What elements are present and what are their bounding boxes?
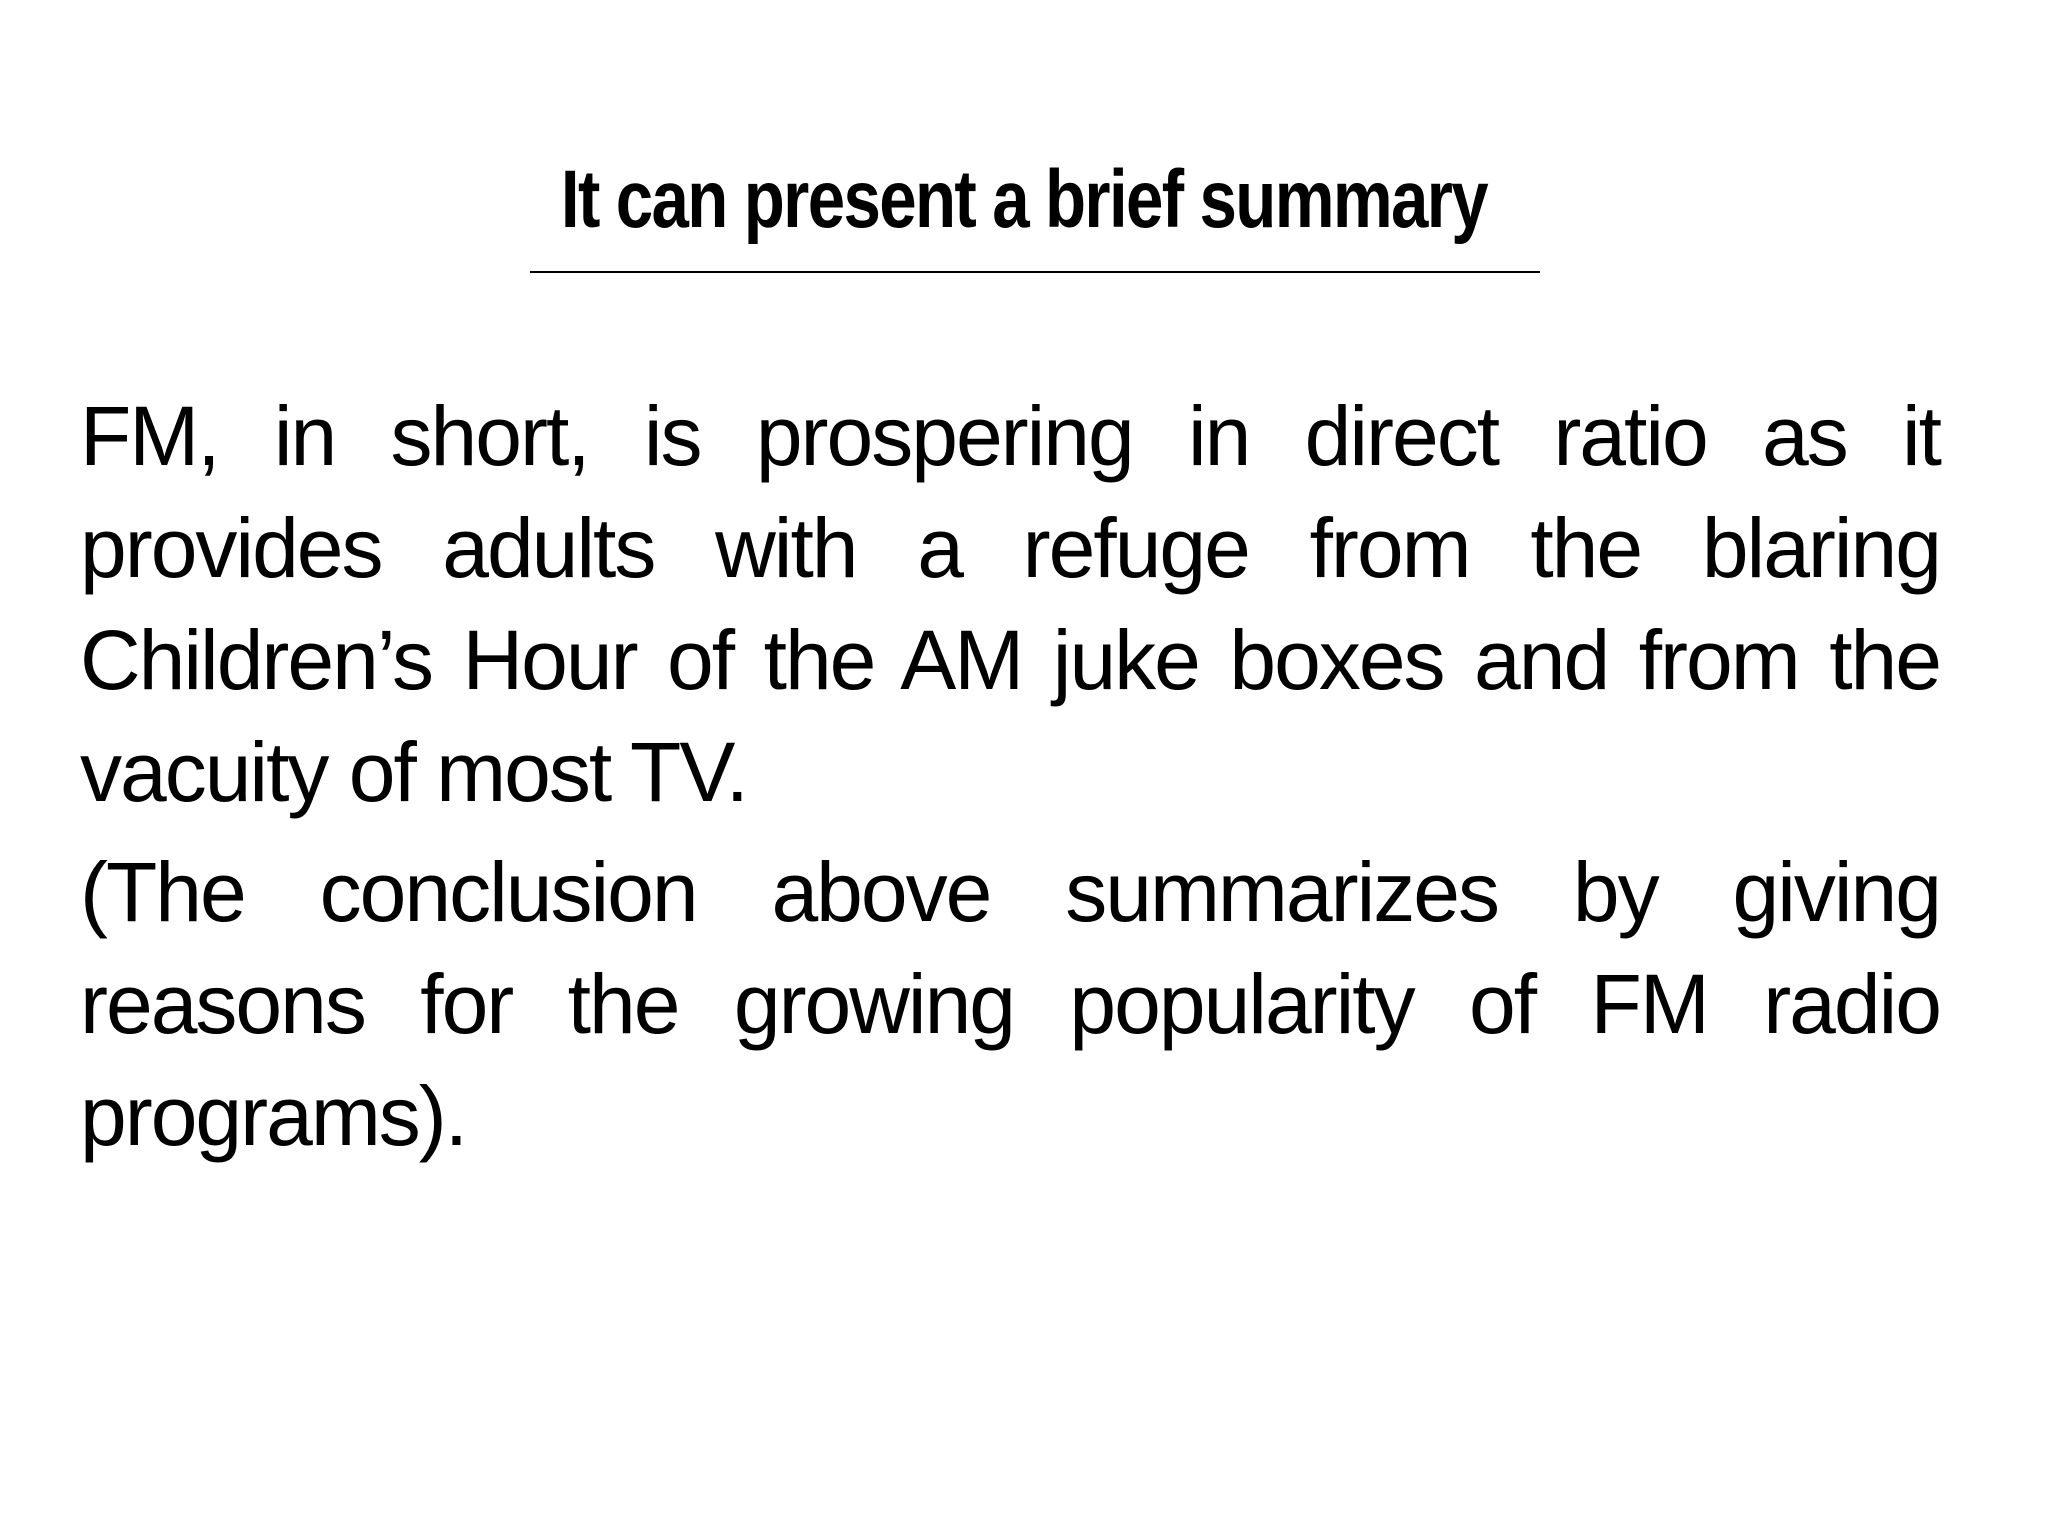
slide-body (80, 380, 1940, 1180)
slide-title: It can present a brief summary (560, 154, 1488, 245)
explanation-paragraph: (The conclusion above summarizes by giving reasons for the growing popularity of FM radio programs). (80, 845, 1940, 1163)
example-paragraph: FM, in short, is prospering in direct ratio as it provides adults with a refuge from the blaring Children’s Hour of the AM juke boxes and from the vacuity of most TV. (80, 389, 1940, 819)
title-underline (530, 271, 1540, 273)
